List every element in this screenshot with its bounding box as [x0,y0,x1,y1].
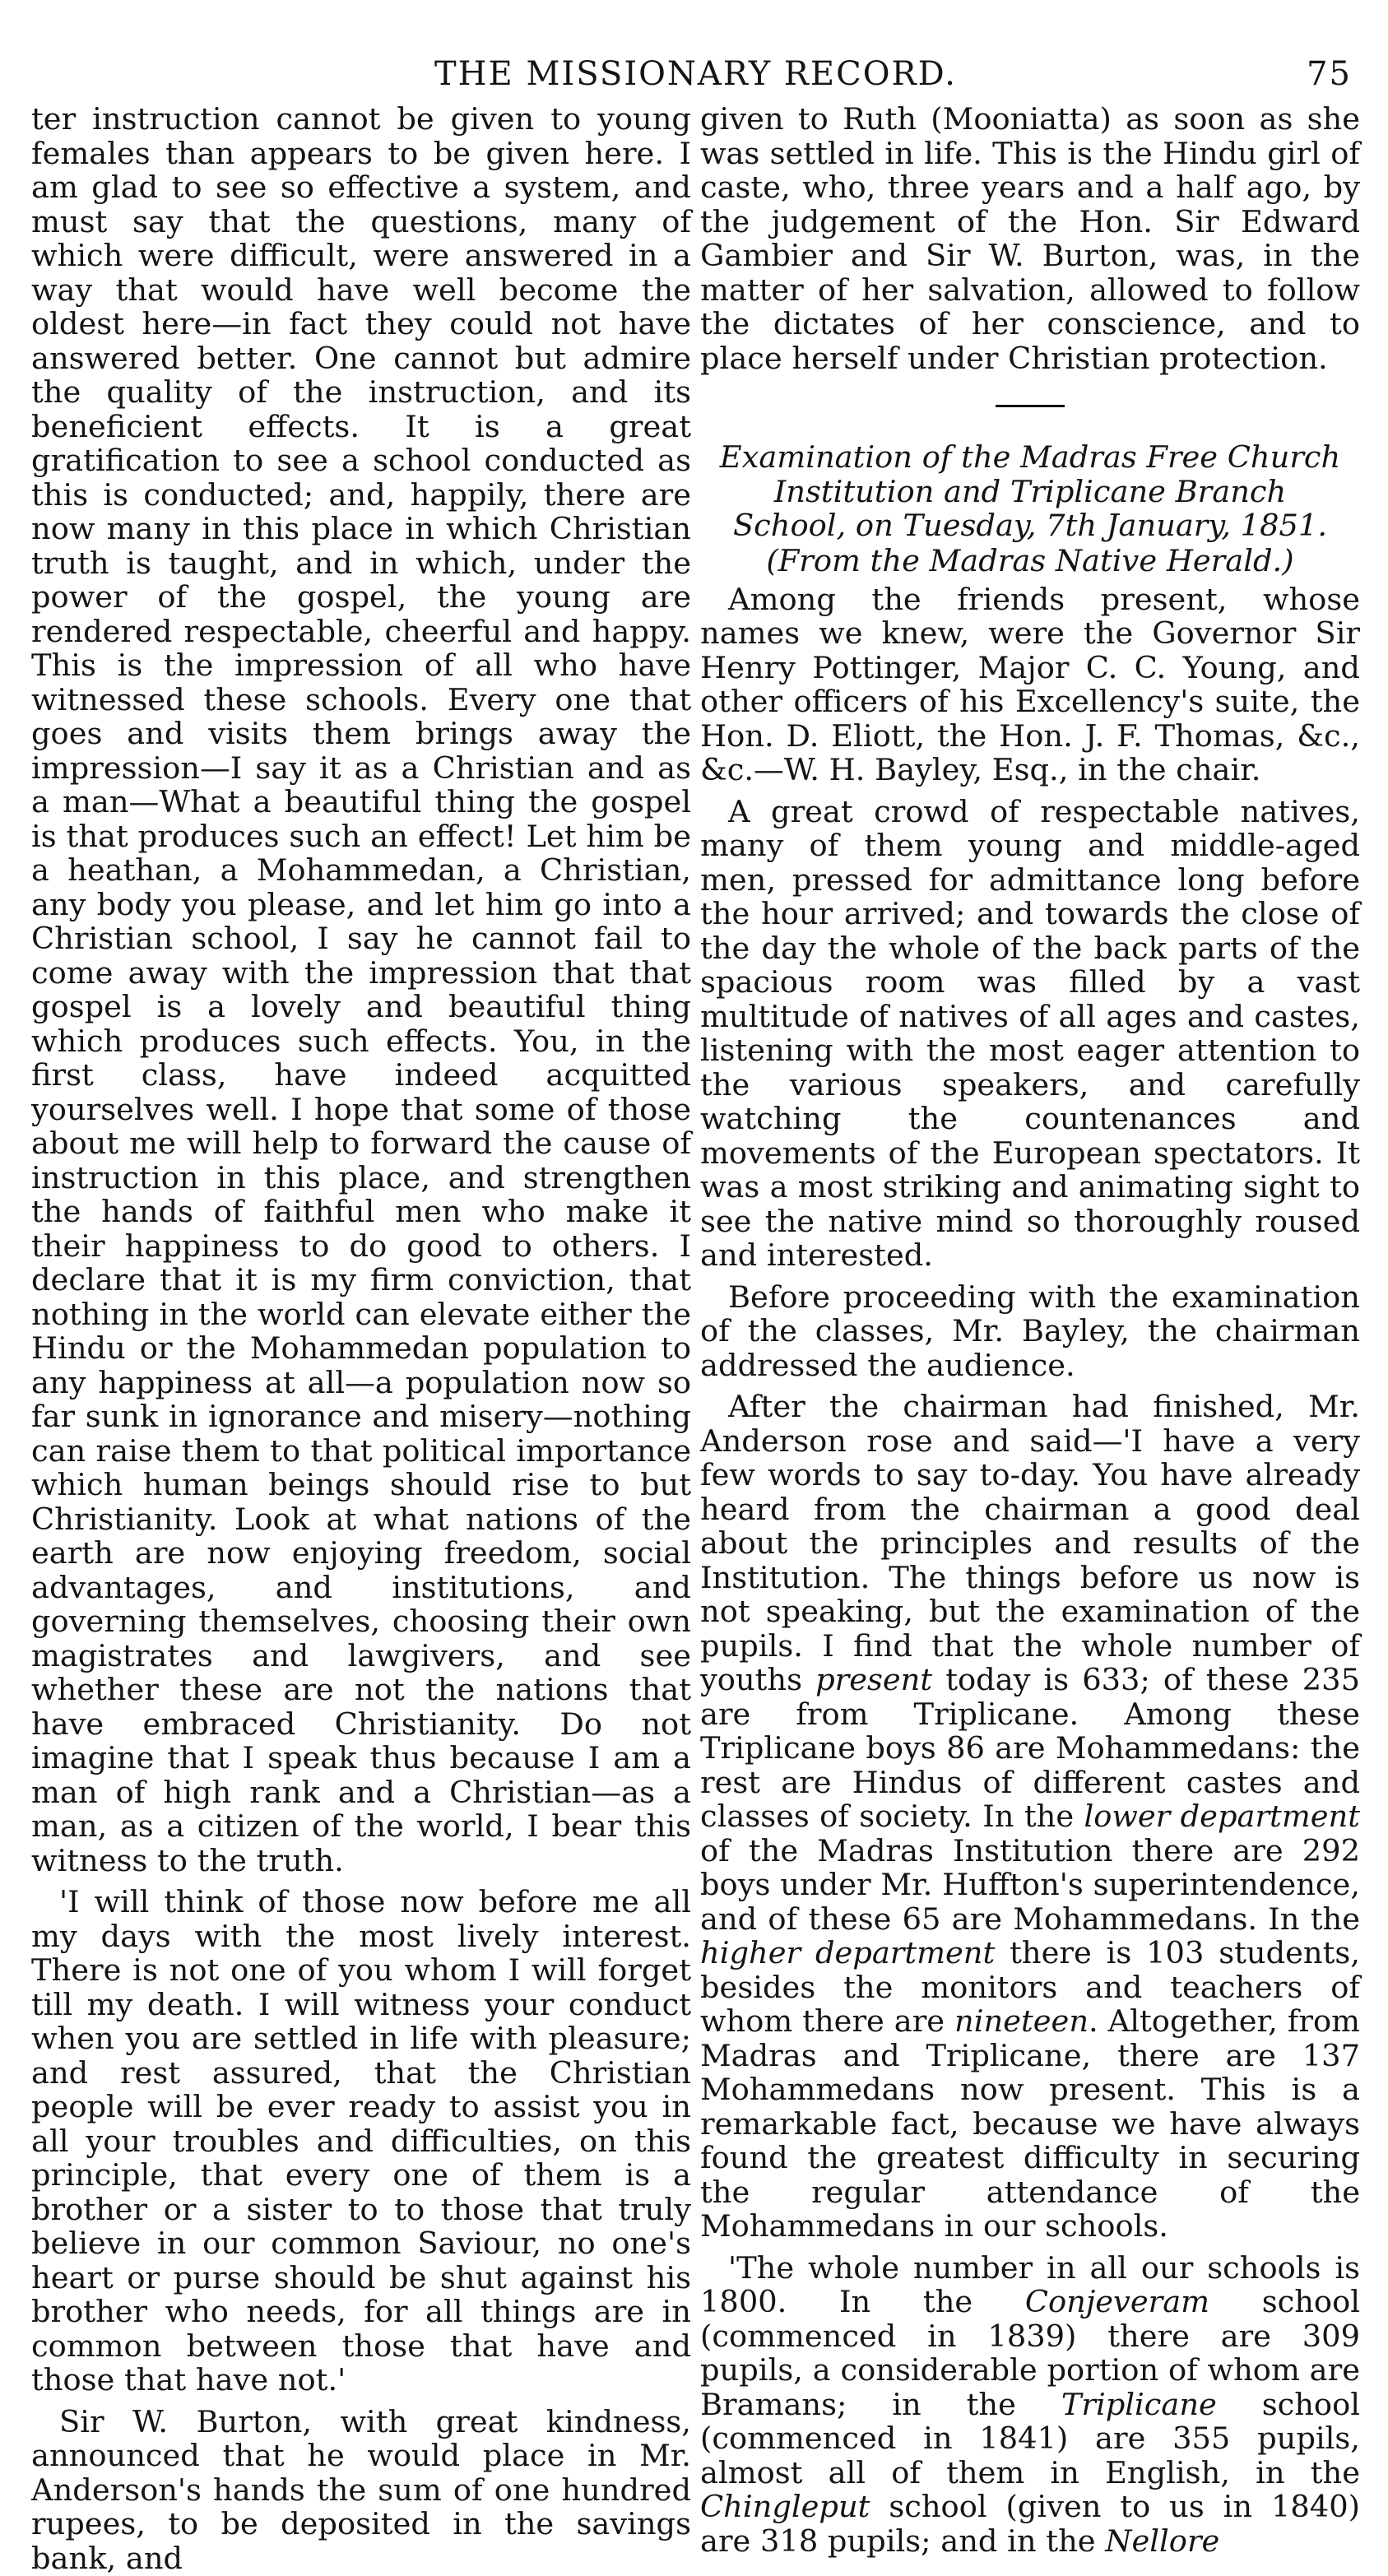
school-name-triplicane: Triplicane [1061,2386,1217,2422]
anderson-text-c: today is 633; of these 235 are from Triplicane. Among these Triplicane boys 86 are Mohammedans: the rest are Hindus of different castes and classes of society. In the [700,1662,1360,1834]
emphasis-lower-department: lower department [1084,1799,1360,1834]
paragraph-crowd: A great crowd of respectable natives, many of them young and middle-aged men, pressed for admittance long before the hour arrived; and towards the close of the day the whole of the back parts of the spacious room was filled by a vast multitude of natives of all ages and castes, listening with the most eager attention to the various speakers, and carefully watching the countenances and movements of the European spectators. It was a most striking and animating sight to see the native mind so thoroughly roused and interested. [700,793,1360,1273]
school-name-chingleput: Chingleput [700,2489,870,2524]
section-divider [996,405,1065,407]
paragraph-bayley: Before proceeding with the examination of the classes, Mr. Bayley, the chairman addressed the audience. [700,1279,1360,1383]
anderson-text-a: After the chairman had finished, Mr. Anderson rose and said—'I have a very few words to say to-day. You have already heard from the chairman a good deal about the principles and results of the Institution. The things before us now is not speaking, but the examination of the pupils. I find that the whole number of youths [700,1389,1360,1697]
school-name-conjeveram: Conjeveram [1024,2284,1210,2319]
emphasis-nineteen: nineteen [954,2003,1089,2039]
schools-text-g: school (given to us in 1840) are 318 pupils; and in the [700,2489,1360,2559]
left-column [31,102,691,2575]
running-title: THE MISSIONARY RECORD. [434,55,957,93]
left-paragraph-burton: Sir W. Burton, with great kindness, announced that he would place in Mr. Anderson's hands the sum of one hundred rupees, to be deposited in the savings bank, and [31,2403,691,2576]
page-number: 75 [1307,55,1352,93]
anderson-text-e: of the Madras Institution there are 292 boys under Mr. Huffton's superintendence, and of these 65 are Mohammedans. In the [700,1832,1360,1937]
emphasis-higher-department: higher department [700,1935,996,1970]
two-column-body [31,102,1360,2575]
left-paragraph-quote: 'I will think of those now before me all my days with the most lively interest. There is not one of you whom I will forget till my death. I will witness your conduct when you are settled in life with pleasure; and rest assured, that the Christian people will be ever ready to assist you in all your troubles and difficulties, on this principle, that every one of them is a brother or a sister to to those that truly believe in our common Saviour, no one's heart or purse should be shut against his brother who needs, for all things are in common between those that have and those that have not.' [31,1884,691,2397]
running-header [31,48,1360,100]
schools-text-a: 'The whole number in all our schools is 1800. In the [700,2249,1360,2319]
left-paragraph-continued: ter instruction cannot be given to young females than appears to be given here. I am glad to see so effective a system, and must say that the questions, many of which were difficult, were answered in a way that would have well become the oldest here—in fact they could not have answered better. One cannot but admire the quality of the instruction, and its beneficient effects. It is a great gratification to see a school conducted as this is conducted; and, happily, there are now many in this place in which Christian truth is taught, and in which, under the power of the gospel, the young are rendered respectable, cheerful and happy. This is the impression of all who have witnessed these schools. Every one that goes and visits them brings away the impression—I say it as a Christian and as a man—What a beautiful thing the gospel is that produces such an effect! Let him be a heathan, a Mohammedan, a Christian, any body you please, and let him go into a Christian school, I say he cannot fail to come away with the impression that that gospel is a lovely and beautiful thing which produces such effects. You, in the first class, have indeed acquitted yourselves well. I hope that some of those about me will help to forward the cause of instruction in this place, and strengthen the hands of faithful men who make it their happiness to do good to others. I declare that it is my firm conviction, that nothing in the world can elevate either the Hindu or the Mohammedan population to any happiness at all—a population now so far sunk in ignorance and misery—nothing can raise them to that political importance which human beings should rise to but Christianity. Look at what nations of the earth are now enjoying freedom, social advantages, and institutions, and governing themselves, choosing their own magistrates and lawgivers, and see whether these are not the nations that have embraced Christianity. Do not imagine that I speak thus because I am a man of high rank and a Christian—as a man, as a citizen of the world, I bear this witness to the truth. [31,101,691,1878]
paragraph-anderson [700,1390,1360,2244]
emphasis-present: present [815,1662,933,1697]
paragraph-schools [700,2251,1360,2559]
school-name-nellore: Nellore [1105,2523,1220,2559]
schools-text-e: school (commenced in 1841) are 355 pupils, almost all of them in English, in the [700,2386,1360,2490]
schools-text-c: school (commenced in 1839) there are 309 pupils, a considerable portion of whom are Bramans; in the [700,2284,1360,2422]
section-source: (From the Madras Native Herald.) [766,542,1294,578]
paragraph-friends-present: Among the friends present, whose names we knew, were the Governor Sir Henry Pottinger, Major C. C. Young, and other officers of his Excellency's suite, the Hon. D. Eliott, the Hon. J. F. Thomas, &c., &c.—W. H. Bayley, Esq., in the chair. [700,581,1360,787]
right-column [700,102,1360,2575]
anderson-text-i: . Altogether, from Madras and Triplicane, there are 137 Mohammedans now present. This is a remarkable fact, because we have always found the greatest difficulty in securing the regular attendance of the Mohammedans in our schools. [700,2003,1361,2244]
anderson-text-g: there is 103 students, besides the monitors and teachers of whom there are [700,1935,1360,2039]
section-heading: Examination of the Madras Free Church Institution and Triplicane Branch School, on Tuesday, 7th January, 1851. [719,439,1341,543]
right-paragraph-continued: given to Ruth (Mooniatta) as soon as she was settled in life. This is the Hindu girl of caste, who, three years and a half ago, by the judgement of the Hon. Sir Edward Gambier and Sir W. Burton, was, in the matter of her salvation, allowed to follow the dictates of her conscience, and to place herself under Christian protection. [700,101,1360,376]
